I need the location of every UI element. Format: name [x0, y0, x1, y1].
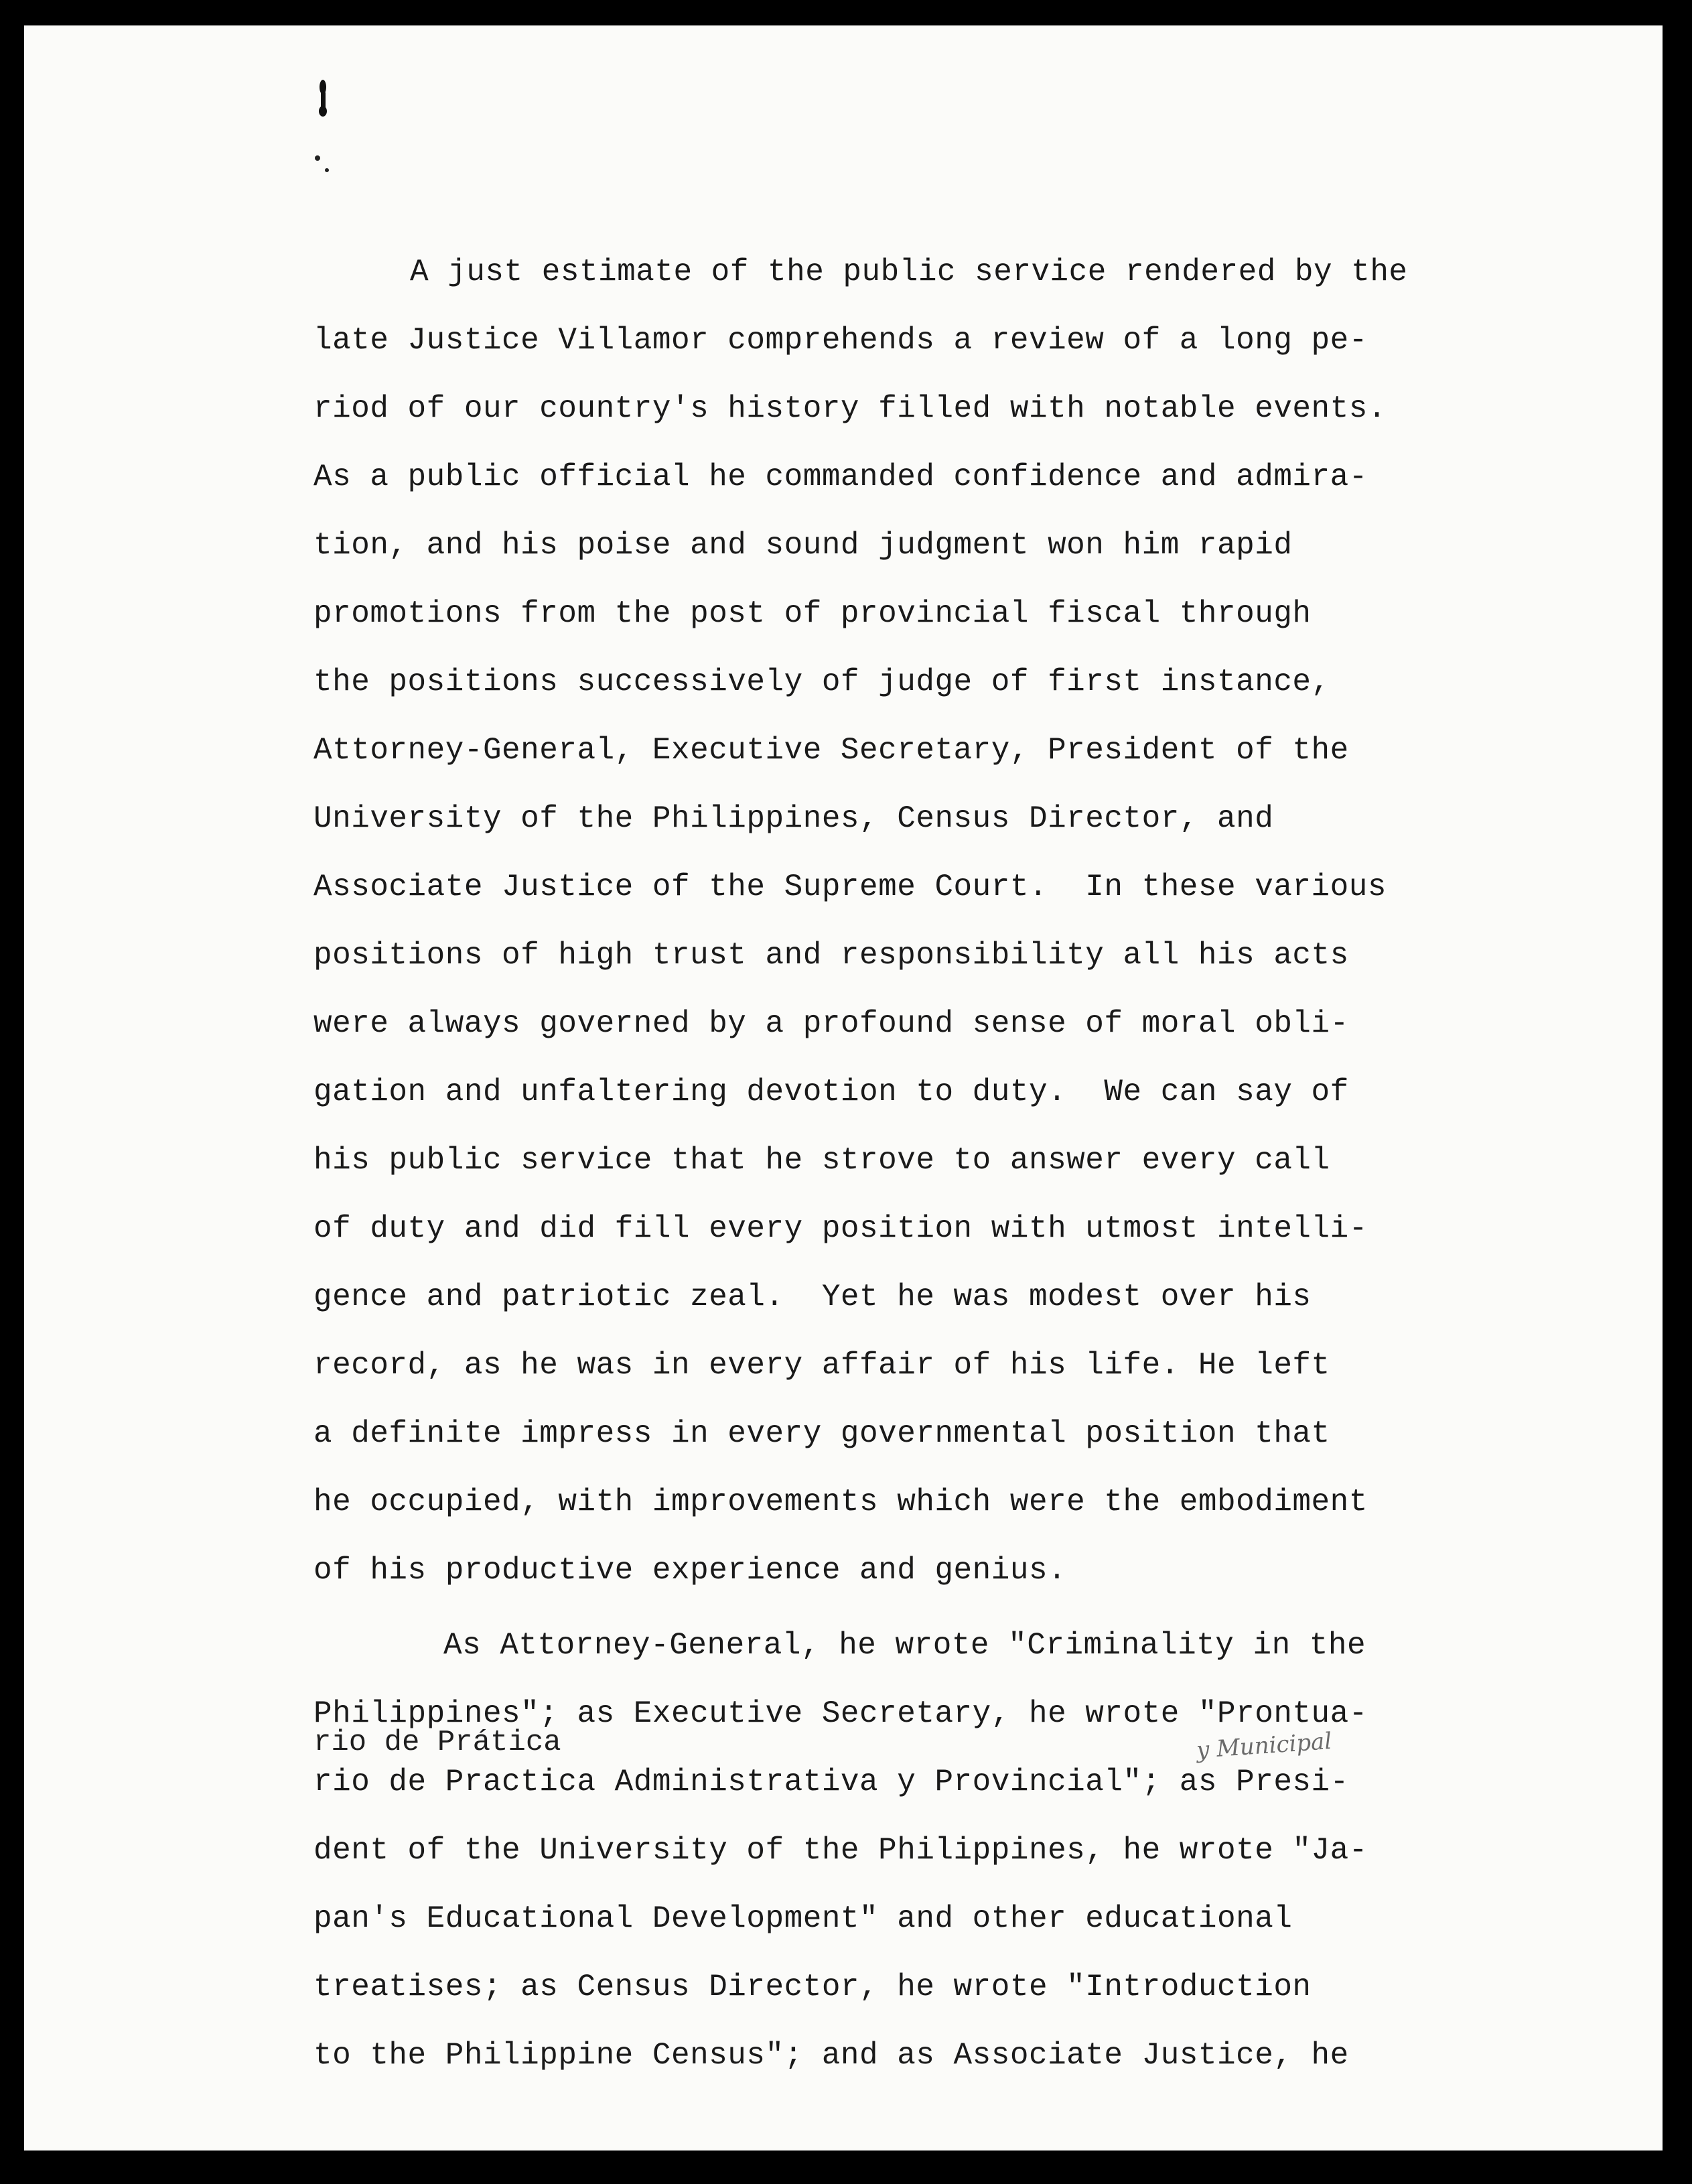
text-line: Associate Justice of the Supreme Court. In these various — [313, 870, 1387, 904]
text-line: As Attorney-General, he wrote "Criminality in the — [443, 1628, 1366, 1663]
text-line: A just estimate of the public service rendered by the — [410, 255, 1408, 289]
document-page — [24, 25, 1663, 2151]
text-line: gation and unfaltering devotion to duty. We can say of — [313, 1075, 1349, 1109]
text-line: to the Philippine Census"; and as Associate Justice, he — [313, 2038, 1349, 2073]
text-line: he occupied, with improvements which were the embodiment — [313, 1485, 1368, 1519]
text-line: of his productive experience and genius. — [313, 1553, 1067, 1588]
text-line: of duty and did fill every position with utmost intelli- — [313, 1211, 1368, 1246]
text-line: positions of high trust and responsibility all his acts — [313, 938, 1349, 973]
text-line: riod of our country's history filled with notable events. — [313, 391, 1387, 426]
typed-correction: rio de Prática — [313, 1726, 561, 1759]
text-line: treatises; as Census Director, he wrote "Introduction — [313, 1970, 1312, 2004]
text-line: dent of the University of the Philippines, he wrote "Ja- — [313, 1833, 1368, 1868]
text-line: the positions successively of judge of first instance, — [313, 665, 1330, 699]
text-line: gence and patriotic zeal. Yet he was modest over his — [313, 1280, 1312, 1314]
handwritten-note: y Municipal — [1195, 1727, 1333, 1765]
text-line: his public service that he strove to answer every call — [313, 1143, 1330, 1178]
text-line: record, as he was in every affair of his life. He left — [313, 1348, 1330, 1383]
text-line: late Justice Villamor comprehends a review of a long pe- — [313, 323, 1368, 358]
text-line: Philippines"; as Executive Secretary, he wrote "Prontua- — [313, 1696, 1368, 1731]
ink-mark — [309, 72, 336, 173]
text-line: University of the Philippines, Census Director, and — [313, 801, 1274, 836]
text-line: a definite impress in every governmental position that — [313, 1416, 1330, 1451]
text-line: As a public official he commanded confidence and admira- — [313, 460, 1368, 494]
text-line: were always governed by a profound sense of moral obli- — [313, 1006, 1349, 1041]
text-line: Attorney-General, Executive Secretary, President of the — [313, 733, 1349, 768]
text-line: rio de Practica Administrativa y Provincial"; as Presi- — [313, 1765, 1349, 1799]
text-line: tion, and his poise and sound judgment won him rapid — [313, 528, 1293, 563]
text-line: pan's Educational Development" and other educational — [313, 1901, 1293, 1936]
text-line: promotions from the post of provincial fiscal through — [313, 596, 1312, 631]
